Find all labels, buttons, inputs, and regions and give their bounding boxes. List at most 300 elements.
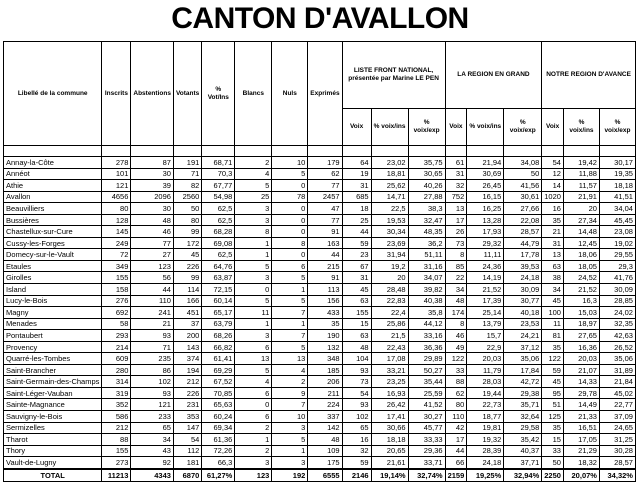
value-cell: 24,21	[504, 330, 542, 342]
value-cell: 34	[131, 434, 174, 446]
value-cell: 29,32	[467, 237, 504, 249]
value-cell: 59	[342, 457, 371, 469]
value-cell: 34	[445, 284, 467, 296]
value-cell: 54	[342, 387, 371, 399]
value-cell: 63	[342, 330, 371, 342]
value-cell: 22,73	[467, 399, 504, 411]
value-cell: 314	[102, 376, 131, 388]
value-cell: 17,39	[467, 295, 504, 307]
value-cell: 280	[102, 364, 131, 376]
commune-cell: Sainte-Magnance	[4, 399, 102, 411]
value-cell: 23,53	[504, 318, 542, 330]
value-cell: 45,02	[599, 387, 635, 399]
value-cell: 77	[131, 237, 174, 249]
value-cell: 7	[272, 399, 308, 411]
value-cell: 6	[235, 411, 272, 423]
value-cell: 29,36	[408, 445, 445, 457]
value-cell: 43	[131, 445, 174, 457]
value-cell: 40,38	[408, 295, 445, 307]
header-voix: Voix	[542, 109, 564, 146]
value-cell: 609	[102, 353, 131, 365]
value-cell: 32,64	[504, 411, 542, 423]
value-cell: 23	[342, 249, 371, 261]
value-cell: 35,06	[504, 353, 542, 365]
total-cell: 11213	[102, 469, 131, 482]
value-cell: 25,14	[467, 307, 504, 319]
value-cell: 14	[542, 180, 564, 192]
value-cell: 4656	[102, 191, 131, 203]
value-cell: 25,86	[371, 318, 408, 330]
value-cell: 21,91	[563, 191, 599, 203]
value-cell: 85	[445, 260, 467, 272]
commune-cell: Annéot	[4, 168, 102, 180]
value-cell: 27,88	[408, 191, 445, 203]
commune-cell: Pontaubert	[4, 330, 102, 342]
value-cell: 19,44	[467, 387, 504, 399]
value-cell: 8	[272, 237, 308, 249]
total-cell: 19,25%	[467, 469, 504, 482]
value-cell: 5	[235, 180, 272, 192]
value-cell: 45	[173, 249, 201, 261]
value-cell: 54	[173, 434, 201, 446]
value-cell: 30,66	[371, 422, 408, 434]
total-cell: 34,32%	[599, 469, 635, 482]
table-row	[4, 376, 636, 388]
value-cell: 33,21	[371, 364, 408, 376]
value-cell: 45,45	[599, 214, 635, 226]
value-cell: 2	[235, 157, 272, 169]
value-cell: 65,63	[202, 399, 235, 411]
value-cell: 44,12	[408, 318, 445, 330]
value-cell: 235	[131, 353, 174, 365]
value-cell: 17	[445, 434, 467, 446]
value-cell: 21,94	[467, 157, 504, 169]
value-cell: 33,71	[408, 457, 445, 469]
value-cell: 39,53	[504, 260, 542, 272]
value-cell: 1	[235, 237, 272, 249]
value-cell: 114	[173, 284, 201, 296]
value-cell: 16	[342, 434, 371, 446]
value-cell: 67,77	[202, 180, 235, 192]
value-cell: 30,27	[408, 411, 445, 423]
value-cell: 34	[542, 284, 564, 296]
value-cell: 48,35	[408, 226, 445, 238]
value-cell: 16,25	[467, 203, 504, 215]
value-cell: 33	[542, 445, 564, 457]
value-cell: 9	[272, 387, 308, 399]
value-cell: 123	[131, 260, 174, 272]
value-cell: 21	[131, 318, 174, 330]
value-cell: 62	[308, 168, 342, 180]
value-cell: 20	[371, 272, 408, 284]
value-cell: 34,08	[504, 157, 542, 169]
commune-cell: Saint-Léger-Vauban	[4, 387, 102, 399]
value-cell: 37,09	[599, 411, 635, 423]
value-cell: 7	[272, 307, 308, 319]
value-cell: 21,29	[563, 445, 599, 457]
value-cell: 17	[445, 214, 467, 226]
value-cell: 22,5	[371, 203, 408, 215]
table-row	[4, 214, 636, 226]
value-cell: 54,98	[202, 191, 235, 203]
value-cell: 212	[102, 422, 131, 434]
commune-cell: Vault-de-Lugny	[4, 457, 102, 469]
value-cell: 31,25	[599, 434, 635, 446]
header-pct-exp: % voix/exp	[504, 109, 542, 146]
value-cell: 3	[235, 214, 272, 226]
value-cell: 349	[102, 260, 131, 272]
table-row	[4, 399, 636, 411]
value-cell: 5	[272, 272, 308, 284]
value-cell: 59	[342, 237, 371, 249]
value-cell: 16	[542, 203, 564, 215]
value-cell: 29,78	[563, 387, 599, 399]
header-inscrits: Inscrits	[102, 42, 131, 146]
value-cell: 24,65	[599, 422, 635, 434]
empty-cell	[467, 146, 504, 157]
value-cell: 18,06	[563, 249, 599, 261]
value-cell: 70,3	[202, 168, 235, 180]
value-cell: 28,85	[599, 295, 635, 307]
value-cell: 25,59	[408, 387, 445, 399]
value-cell: 692	[102, 307, 131, 319]
value-cell: 19,2	[371, 260, 408, 272]
value-cell: 88	[445, 376, 467, 388]
value-cell: 35	[308, 318, 342, 330]
header-pct-ins: % voix/ins	[371, 109, 408, 146]
value-cell: 172	[173, 237, 201, 249]
empty-cell	[102, 146, 131, 157]
value-cell: 73	[342, 376, 371, 388]
header-list-fn: LISTE FRONT NATIONAL, présentée par Marine LE PEN	[342, 42, 445, 109]
table-row	[4, 157, 636, 169]
value-cell: 24,18	[467, 457, 504, 469]
value-cell: 16,36	[563, 341, 599, 353]
value-cell: 15,7	[467, 330, 504, 342]
value-cell: 155	[102, 445, 131, 457]
value-cell: 35,8	[408, 307, 445, 319]
value-cell: 66	[445, 457, 467, 469]
value-cell: 65	[131, 422, 174, 434]
value-cell: 374	[173, 353, 201, 365]
value-cell: 1	[272, 318, 308, 330]
value-cell: 71	[131, 341, 174, 353]
value-cell: 28,39	[467, 445, 504, 457]
value-cell: 86	[131, 364, 174, 376]
value-cell: 214	[102, 341, 131, 353]
value-cell: 29,58	[504, 422, 542, 434]
value-cell: 24,52	[563, 272, 599, 284]
value-cell: 25,62	[371, 180, 408, 192]
value-cell: 13,79	[467, 318, 504, 330]
commune-cell: Thory	[4, 445, 102, 457]
value-cell: 41,56	[504, 180, 542, 192]
value-cell: 50,27	[408, 364, 445, 376]
value-cell: 163	[308, 237, 342, 249]
header-exprimes: Exprimés	[308, 42, 342, 146]
header-abstentions: Abstentions	[131, 42, 174, 146]
table-row	[4, 445, 636, 457]
table-row	[4, 387, 636, 399]
commune-cell: Avallon	[4, 191, 102, 203]
empty-cell	[542, 146, 564, 157]
value-cell: 13,28	[467, 214, 504, 226]
value-cell: 12	[542, 168, 564, 180]
value-cell: 49	[445, 341, 467, 353]
value-cell: 67	[342, 260, 371, 272]
table-row	[4, 353, 636, 365]
value-cell: 45,77	[408, 422, 445, 434]
value-cell: 48	[131, 214, 174, 226]
total-cell: 32,74%	[408, 469, 445, 482]
value-cell: 93	[342, 364, 371, 376]
value-cell: 45	[542, 295, 564, 307]
table-row	[4, 168, 636, 180]
value-cell: 30,09	[599, 284, 635, 296]
value-cell: 13	[272, 353, 308, 365]
value-cell: 91	[308, 272, 342, 284]
value-cell: 34,04	[599, 203, 635, 215]
value-cell: 70,85	[202, 387, 235, 399]
value-cell: 93	[131, 330, 174, 342]
value-cell: 181	[173, 457, 201, 469]
value-cell: 1	[272, 284, 308, 296]
value-cell: 226	[173, 387, 201, 399]
value-cell: 28,57	[504, 226, 542, 238]
empty-cell	[445, 146, 467, 157]
value-cell: 80	[173, 214, 201, 226]
commune-cell: Bussières	[4, 214, 102, 226]
value-cell: 142	[308, 422, 342, 434]
value-cell: 10	[272, 411, 308, 423]
value-cell: 14,48	[563, 226, 599, 238]
value-cell: 4	[235, 168, 272, 180]
table-row	[4, 341, 636, 353]
table-row	[4, 364, 636, 376]
value-cell: 44	[131, 284, 174, 296]
commune-cell: Beauvilliers	[4, 203, 102, 215]
value-cell: 17,93	[467, 226, 504, 238]
value-cell: 68,71	[202, 157, 235, 169]
value-cell: 17,41	[371, 411, 408, 423]
value-cell: 15	[542, 434, 564, 446]
value-cell: 44	[342, 226, 371, 238]
value-cell: 27,65	[563, 330, 599, 342]
value-cell: 110	[131, 295, 174, 307]
value-cell: 60,24	[202, 411, 235, 423]
value-cell: 25	[342, 214, 371, 226]
value-cell: 31	[342, 272, 371, 284]
value-cell: 224	[308, 399, 342, 411]
value-cell: 19	[342, 168, 371, 180]
table-row	[4, 260, 636, 272]
value-cell: 35,71	[504, 399, 542, 411]
value-cell: 99	[173, 272, 201, 284]
value-cell: 586	[102, 411, 131, 423]
value-cell: 2457	[308, 191, 342, 203]
value-cell: 4	[272, 364, 308, 376]
total-cell: 2159	[445, 469, 467, 482]
header-pct-ins: % voix/ins	[563, 109, 599, 146]
value-cell: 14,49	[563, 399, 599, 411]
value-cell: 2560	[173, 191, 201, 203]
table-row	[4, 295, 636, 307]
value-cell: 35	[542, 214, 564, 226]
commune-cell: Island	[4, 284, 102, 296]
value-cell: 241	[131, 307, 174, 319]
value-cell: 13	[542, 249, 564, 261]
header-pct-exp: % voix/exp	[599, 109, 635, 146]
value-cell: 92	[131, 457, 174, 469]
value-cell: 15	[342, 318, 371, 330]
value-cell: 174	[445, 307, 467, 319]
value-cell: 212	[173, 376, 201, 388]
value-cell: 31	[342, 180, 371, 192]
value-cell: 5	[272, 434, 308, 446]
value-cell: 72,15	[202, 284, 235, 296]
value-cell: 69,08	[202, 237, 235, 249]
value-cell: 61,41	[202, 353, 235, 365]
value-cell: 27,34	[563, 214, 599, 226]
value-cell: 21	[542, 226, 564, 238]
value-cell: 23,69	[371, 237, 408, 249]
table-row	[4, 318, 636, 330]
header-voix: Voix	[342, 109, 371, 146]
value-cell: 25	[235, 191, 272, 203]
value-cell: 2096	[131, 191, 174, 203]
table-row	[4, 330, 636, 342]
value-cell: 22,4	[371, 307, 408, 319]
value-cell: 226	[173, 260, 201, 272]
value-cell: 26	[445, 226, 467, 238]
commune-cell: Chastellux-sur-Cure	[4, 226, 102, 238]
value-cell: 0	[235, 399, 272, 411]
header-pct-ins: % voix/ins	[467, 109, 504, 146]
value-cell: 38,3	[408, 203, 445, 215]
total-cell: 4343	[131, 469, 174, 482]
value-cell: 276	[102, 295, 131, 307]
value-cell: 78	[272, 191, 308, 203]
commune-cell: Tharot	[4, 434, 102, 446]
value-cell: 0	[272, 180, 308, 192]
empty-cell	[272, 146, 308, 157]
value-cell: 185	[308, 364, 342, 376]
value-cell: 61	[445, 157, 467, 169]
value-cell: 752	[445, 191, 467, 203]
table-row	[4, 203, 636, 215]
value-cell: 122	[542, 353, 564, 365]
table-row	[4, 422, 636, 434]
value-cell: 68,28	[202, 226, 235, 238]
value-cell: 63	[342, 295, 371, 307]
value-cell: 35,42	[504, 434, 542, 446]
value-cell: 104	[342, 353, 371, 365]
value-cell: 68,26	[202, 330, 235, 342]
value-cell: 46	[445, 330, 467, 342]
value-cell: 31,89	[599, 364, 635, 376]
value-cell: 10	[272, 157, 308, 169]
spacer-row	[4, 146, 636, 157]
value-cell: 64,76	[202, 260, 235, 272]
value-cell: 1	[235, 318, 272, 330]
value-cell: 21,33	[563, 411, 599, 423]
value-cell: 14,71	[371, 191, 408, 203]
table-row	[4, 226, 636, 238]
value-cell: 99	[173, 226, 201, 238]
value-cell: 48	[445, 295, 467, 307]
table-row	[4, 411, 636, 423]
total-cell: 123	[235, 469, 272, 482]
empty-cell	[173, 146, 201, 157]
commune-cell: Cussy-les-Forges	[4, 237, 102, 249]
value-cell: 34,07	[408, 272, 445, 284]
value-cell: 35,75	[408, 157, 445, 169]
value-cell: 27,66	[504, 203, 542, 215]
value-cell: 35,06	[599, 353, 635, 365]
value-cell: 8	[445, 249, 467, 261]
empty-cell	[504, 146, 542, 157]
value-cell: 8	[235, 226, 272, 238]
value-cell: 48	[308, 434, 342, 446]
value-cell: 22,9	[467, 341, 504, 353]
value-cell: 66,3	[202, 457, 235, 469]
value-cell: 23,25	[371, 376, 408, 388]
value-cell: 4	[235, 376, 272, 388]
value-cell: 1	[235, 434, 272, 446]
value-cell: 62,5	[202, 214, 235, 226]
value-cell: 37,71	[504, 457, 542, 469]
value-cell: 0	[272, 214, 308, 226]
value-cell: 46	[131, 226, 174, 238]
value-cell: 22,43	[371, 341, 408, 353]
value-cell: 147	[173, 422, 201, 434]
value-cell: 62,5	[202, 249, 235, 261]
value-cell: 215	[308, 260, 342, 272]
value-cell: 353	[173, 411, 201, 423]
value-cell: 20	[563, 203, 599, 215]
value-cell: 33,16	[408, 330, 445, 342]
value-cell: 44,79	[504, 237, 542, 249]
commune-cell: Menades	[4, 318, 102, 330]
value-cell: 44	[308, 249, 342, 261]
value-cell: 30,28	[599, 445, 635, 457]
value-cell: 54	[542, 157, 564, 169]
value-cell: 18,32	[563, 457, 599, 469]
empty-cell	[408, 146, 445, 157]
header-votants: Votants	[173, 42, 201, 146]
value-cell: 36,36	[408, 341, 445, 353]
value-cell: 37	[173, 318, 201, 330]
value-cell: 30,69	[467, 168, 504, 180]
value-cell: 40,26	[408, 180, 445, 192]
value-cell: 60,14	[202, 295, 235, 307]
value-cell: 17,08	[371, 353, 408, 365]
value-cell: 122	[445, 353, 467, 365]
value-cell: 20,03	[467, 353, 504, 365]
value-cell: 20,65	[371, 445, 408, 457]
table-row	[4, 307, 636, 319]
value-cell: 1	[272, 445, 308, 457]
value-cell: 17,78	[504, 249, 542, 261]
value-cell: 39,82	[408, 284, 445, 296]
empty-cell	[563, 146, 599, 157]
value-cell: 26,42	[371, 399, 408, 411]
value-cell: 143	[173, 341, 201, 353]
value-cell: 26,45	[467, 180, 504, 192]
value-cell: 62	[445, 387, 467, 399]
value-cell: 30,61	[504, 191, 542, 203]
value-cell: 18,18	[371, 434, 408, 446]
